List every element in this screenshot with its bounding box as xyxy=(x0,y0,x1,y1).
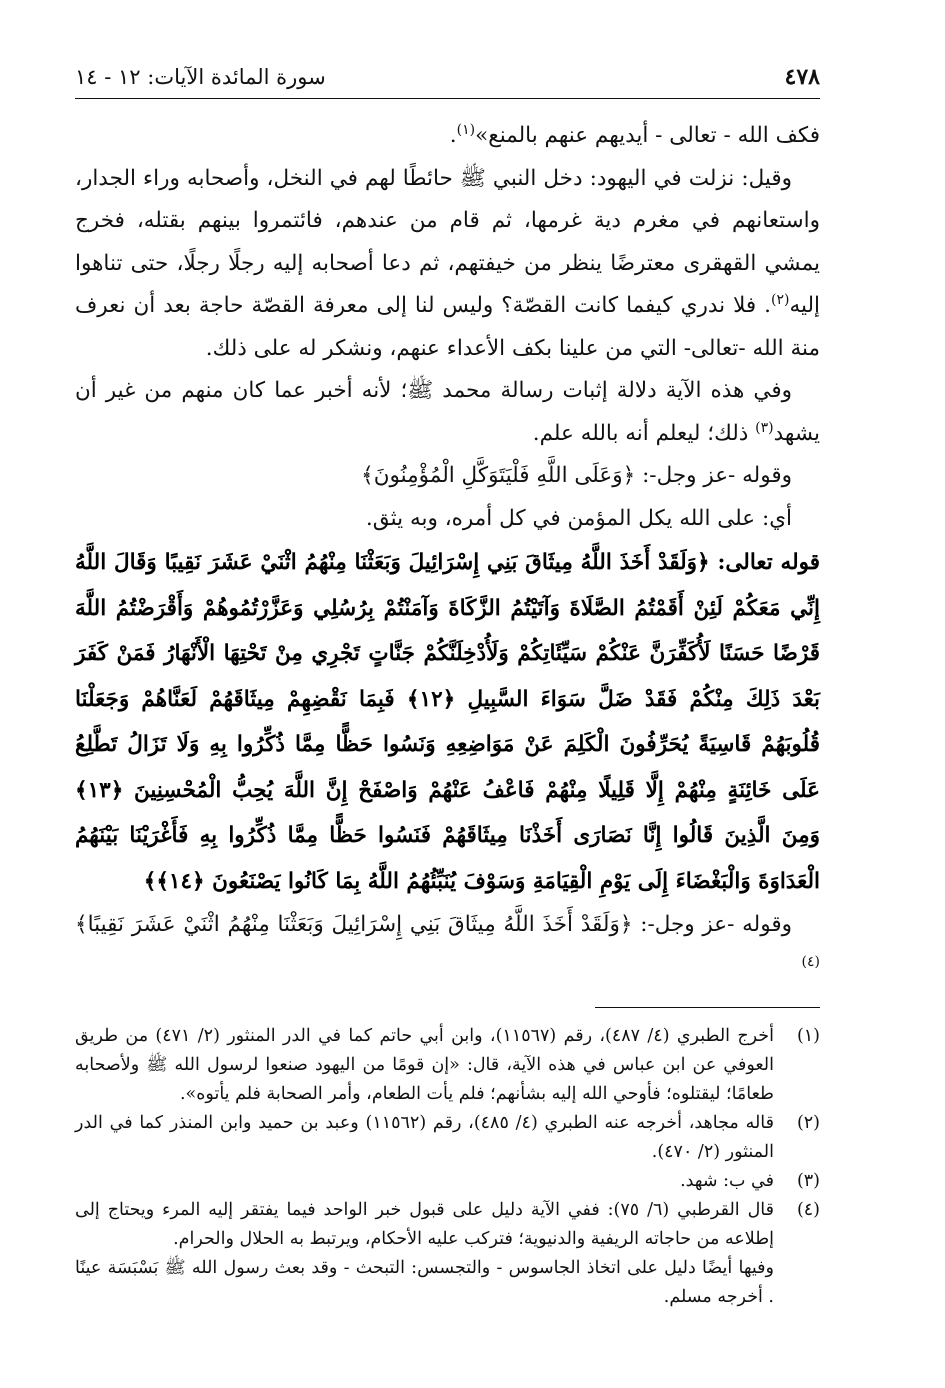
footnote-text: أخرج الطبري (٤/ ٤٨٧)، رقم (١١٥٦٧)، وابن أبي حاتم كما في الدر المنثور (٢/ ٤٧١) من طريق العوفي عن ابن عباس في هذه الآية، قال: «إن قومًا من اليهود صنعوا لرسول الله ﷺ ولأصحابه طعامًا؛ ليقتلوه؛ فأوحي الله إليه بشأنهم؛ فلم يأت الطعام، وأمر الصحابة فلم يأتوه». xyxy=(75,1026,774,1104)
paragraph xyxy=(75,158,820,371)
quran-verse-block xyxy=(75,540,820,904)
text-span: وفي هذه الآية دلالة إثبات رسالة محمد ﷺ؛ لأنه أخبر عما كان منهم من غير أن يشهد xyxy=(75,378,820,446)
footnote-mark: (٣) xyxy=(796,1171,820,1191)
page-header xyxy=(75,58,820,99)
footnote-continuation: وفيها أيضًا دليل على اتخاذ الجاسوس - والتجسس: التبحث - وقد بعث رسول الله ﷺ بَسْبَسَة عينًا . أخرجه مسلم. xyxy=(75,1258,774,1307)
verse-label: قوله تعالى: xyxy=(717,550,820,575)
paragraph xyxy=(75,370,820,455)
footnote-ref[interactable]: (٤) xyxy=(801,953,820,970)
footnote-divider xyxy=(595,1007,820,1008)
footnote-mark: (١) xyxy=(796,1026,820,1046)
footnote xyxy=(75,1022,820,1109)
footnote-ref[interactable]: (٣) xyxy=(755,419,774,436)
book-page xyxy=(75,58,820,1358)
footnote-text: في ب: شهد. xyxy=(680,1171,774,1191)
footnote-text: قاله مجاهد، أخرجه عنه الطبري (٤/ ٤٨٥)، رقم (١١٥٦٢) وعبد بن حميد وابن المنذر كما في الدر المنثور (٢/ ٤٧٠). xyxy=(75,1113,774,1162)
footnote-mark: (٤) xyxy=(796,1200,820,1220)
text-span: ذلك؛ ليعلم أنه بالله علم. xyxy=(532,420,756,446)
footnote-ref[interactable]: (٢) xyxy=(770,291,790,308)
text-span: وقيل: نزلت في اليهود: دخل النبي ﷺ حائطًا لهم في النخل، وأصحابه وراء الجدار، واستعانهم في مغرم دية غرمها، ثم قام من عندهم، فائتمروا بينهم بقتله، فخرج يمشي القهقرى معترضًا ينظر من خيفتهم، ثم دعا أصحابه إليه رجلًا رجلًا، حتى تناهوا إليه xyxy=(75,165,820,318)
footnote xyxy=(75,1167,820,1196)
footnotes xyxy=(75,1022,820,1312)
paragraph: وقوله -عز وجل-: ﴿وَعَلَى اللَّهِ فَلْيَتَوَكَّلِ الْمُؤْمِنُونَ﴾ xyxy=(361,463,792,488)
verse-text: ﴿وَلَقَدْ أَخَذَ اللَّهُ مِيثَاقَ بَنِي إِسْرَائِيلَ وَبَعَثْنَا مِنْهُمُ اثْنَيْ عَشَرَ نَقِيبًا وَقَالَ اللَّهُ إِنِّي مَعَكُمْ لَئِنْ أَقَمْتُمُ الصَّلَاةَ وَآتَيْتُمُ الزَّكَاةَ وَآمَنْتُمْ بِرُسُلِي وَعَزَّرْتُمُوهُمْ وَأَقْرَضْتُمُ اللَّهَ قَرْضًا حَسَنًا لَأُكَفِّرَنَّ عَنْكُمْ سَيِّئَاتِكُمْ وَلَأُدْخِلَنَّكُمْ جَنَّاتٍ تَجْرِي مِنْ تَحْتِهَا الْأَنْهَارُ فَمَنْ كَفَرَ بَعْدَ ذَلِكَ مِنْكُمْ فَقَدْ ضَلَّ سَوَاءَ السَّبِيلِ ﴿١٢﴾ فَبِمَا نَقْضِهِمْ مِيثَاقَهُمْ لَعَنَّاهُمْ وَجَعَلْنَا قُلُوبَهُمْ قَاسِيَةً يُحَرِّفُونَ الْكَلِمَ عَنْ مَوَاضِعِهِ وَنَسُوا حَظًّا مِمَّا ذُكِّرُوا بِهِ وَلَا تَزَالُ تَطَّلِعُ عَلَى خَائِنَةٍ مِنْهُمْ إِلَّا قَلِيلًا مِنْهُمْ فَاعْفُ عَنْهُمْ وَاصْفَحْ إِنَّ اللَّهَ يُحِبُّ الْمُحْسِنِينَ ﴿١٣﴾ وَمِنَ الَّذِينَ قَالُوا إِنَّا نَصَارَى أَخَذْنَا مِيثَاقَهُمْ فَنَسُوا حَظًّا مِمَّا ذُكِّرُوا بِهِ فَأَغْرَيْنَا بَيْنَهُمُ الْعَدَاوَةَ وَالْبَغْضَاءَ إِلَى يَوْمِ الْقِيَامَةِ وَسَوْفَ يُنَبِّئُهُمُ اللَّهُ بِمَا كَانُوا يَصْنَعُونَ ﴿١٤﴾﴾ xyxy=(75,550,821,894)
text-span: وقوله -عز وجل-: ﴿وَلَقَدْ أَخَذَ اللَّهُ مِيثَاقَ بَنِي إِسْرَائِيلَ وَبَعَثْنَا مِنْهُمُ اثْنَيْ عَشَرَ نَقِيبًا﴾ xyxy=(75,912,792,937)
paragraph: فكف الله - تعالى - أيديهم عنهم بالمنع»$^{(١)}$. xyxy=(449,121,820,148)
paragraph xyxy=(75,904,820,989)
footnote-mark: (٢) xyxy=(796,1113,820,1133)
main-text xyxy=(75,115,820,989)
footnote xyxy=(75,1109,820,1167)
footnote-ref[interactable]: (١) xyxy=(456,121,476,138)
footnote-text: قال القرطبي (٦/ ٧٥): ففي الآية دليل على قبول خبر الواحد فيما يفتقر إليه المرء ويحتاج إلى إطلاعه من حاجاته الريفية والدنيوية؛ فتركب عليه الأحكام، ويرتبط به الحلال والحرام. xyxy=(75,1200,774,1249)
paragraph: أي: على الله يكل المؤمن في كل أمره، وبه يثق. xyxy=(365,505,792,531)
text-span: . فلا ندري كيفما كانت القصّة؟ وليس لنا إلى معرفة القصّة حاجة بعد أن نعرف منة الله -تعالى- التي من علينا بكف الأعداء عنهم، ونشكر له على ذلك. xyxy=(75,293,820,361)
footnote xyxy=(75,1196,820,1254)
running-title: سورة المائدة الآيات: ١٢ - ١٤ xyxy=(75,65,326,89)
page-number: ٤٧٨ xyxy=(784,64,820,90)
text-span: فكف الله - تعالى - أيديهم عنهم بالمنع» xyxy=(475,123,820,148)
